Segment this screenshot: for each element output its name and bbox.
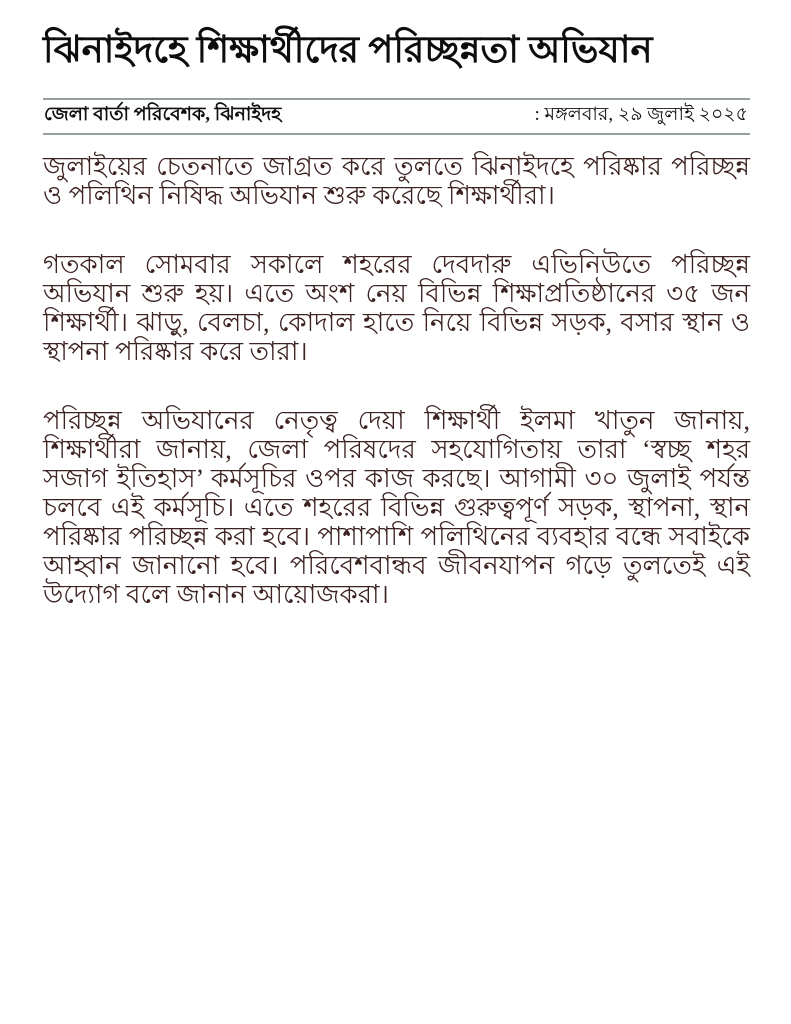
article-paragraph: জুলাইয়ের চেতনাতে জাগ্রত করে তুলতে ঝিনাইদহে পরিষ্কার পরিচ্ছন্ন ও পলিথিন নিষিদ্ধ অভিযান শুরু করেছে শিক্ষার্থীরা। [43, 152, 750, 211]
article-paragraph: পরিচ্ছন্ন অভিযানের নেতৃত্ব দেয়া শিক্ষার্থী ইলমা খাতুন জানায়, শিক্ষার্থীরা জানায়, জেলা পরিষদের সহযোগিতায় তারা ‘স্বচ্ছ শহর সজাগ ইতিহাস’ কর্মসূচির ওপর কাজ করছে। আগামী ৩০ জুলাই পর্যন্ত চলবে এই কর্মসূচি। এতে শহরের বিভিন্ন গুরুত্বপূর্ণ সড়ক, স্থাপনা, স্থান পরিষ্কার পরিচ্ছন্ন করা হবে। পাশাপাশি পলিথিনের ব্যবহার বন্ধে সবাইকে আহ্বান জানানো হবে। পরিবেশবান্ধব জীবনযাপন গড়ে তুলতেই এই উদ্যোগ বলে জানান আয়োজকরা। [43, 406, 750, 610]
article-title: ঝিনাইদহে শিক্ষার্থীদের পরিচ্ছন্নতা অভিযান [43, 30, 653, 71]
article-paragraph: গতকাল সোমবার সকালে শহরের দেবদারু এভিনিউতে পরিচ্ছন্ন অভিযান শুরু হয়। এতে অংশ নেয় বিভিন্ন শিক্ষাপ্রতিষ্ঠানের ৩৫ জন শিক্ষার্থী। ঝাড়ু, বেলচা, কোদাল হাতে নিয়ে বিভিন্ন সড়ক, বসার স্থান ও স্থাপনা পরিষ্কার করে তারা। [43, 250, 750, 367]
byline-date: : মঙ্গলবার, ২৯ জুলাই ২০২৫ [534, 104, 748, 126]
article-body [43, 152, 750, 609]
byline-bar [43, 98, 750, 135]
byline-reporter: জেলা বার্তা পরিবেশক, ঝিনাইদহ [44, 104, 282, 126]
